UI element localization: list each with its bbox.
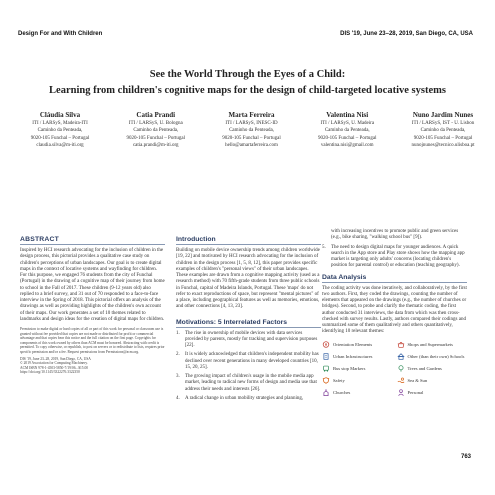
shield-icon bbox=[322, 377, 330, 384]
author-name: Marta Ferreira bbox=[228, 111, 275, 119]
author-affiliation: ITI / LARSyS, U. Bologna bbox=[128, 121, 183, 126]
running-header-left: Design For and With Children bbox=[18, 31, 103, 37]
introduction-heading: Introduction bbox=[176, 236, 321, 245]
doi-link[interactable]: https://doi.org/10.1145/3322276.3322350 bbox=[20, 370, 80, 375]
author-affiliation: ITI / LARSyS, U. Madeira bbox=[320, 121, 375, 126]
building-icon bbox=[322, 353, 330, 360]
author-address: Caminho da Penteada, bbox=[420, 128, 466, 134]
wave-icon bbox=[397, 377, 405, 384]
author-city: 9020-105 Funchal – Portugal bbox=[30, 135, 90, 141]
author-city: 9020-105 Funchal – Portugal bbox=[222, 135, 281, 141]
author-email: claudia.silva@m-iti.org bbox=[36, 142, 84, 148]
author-email: catia.prandi@m-iti.org bbox=[132, 142, 179, 148]
author-name: Nuno Jardim Nunes bbox=[412, 111, 474, 119]
list-item: 4. A radical change in urban mobility strategies and planning, bbox=[176, 395, 304, 401]
motivations-list bbox=[176, 331, 321, 403]
theme-item: Other (than their own) Schools bbox=[397, 352, 468, 361]
author-email: hello@amartaferreira.com bbox=[225, 142, 278, 148]
church-icon bbox=[322, 389, 330, 396]
theme-item: Trees and Gardens bbox=[397, 364, 468, 373]
theme-item: Churches bbox=[322, 388, 393, 397]
column-right bbox=[322, 229, 467, 397]
copyright-line: © 2019 Association for Computing Machinery. bbox=[20, 361, 88, 366]
theme-item: Sea & Sun bbox=[397, 376, 468, 385]
theme-item: Bus stop Markers bbox=[322, 364, 393, 373]
author-affiliation: ITI / LARSyS, INESC-ID bbox=[225, 121, 278, 126]
author-block bbox=[14, 111, 106, 149]
abstract-heading: ABSTRACT bbox=[20, 236, 165, 245]
author-city: 9020-105 Funchal – Portugal bbox=[126, 135, 185, 141]
column-left bbox=[20, 236, 165, 375]
author-block bbox=[301, 111, 393, 149]
abstract-body: Inspired by HCI research advocating for the inclusion of children in the design process, this pictorial provides a qualitative case study on children's perceptions of urban landscapes. Our goal is to create digital maps in the context of locative systems and wayfinding for children. For this purpose, we engaged 76 students from the city of Funchal (Portugal) in the drawing of a cognitive map of their journey from home to school in the Fall of 2017. These children (9-12 years old) also replied to a brief survey, and 31 out of 70 responded to a face-to-face interview in the Spring of 2018. This pictorial offers an analysis of the drawings as well as providing highlights of the children's own account of their maps. Our work generates a set of 10 themes related to landmarks and design ideas for the creation of digital maps for children. bbox=[20, 248, 165, 322]
list-item: 5. The need to design digital maps for younger audiences. A quick search in the App store and Play store shows how the mapping app market is targeting only adults' concerns (locating children's position for parental control) or education (teaching geography). bbox=[322, 244, 465, 269]
author-email: valentina.nisi@gmail.com bbox=[320, 142, 374, 148]
theme-legend bbox=[322, 340, 467, 397]
list-item: 2. It is widely acknowledged that children's independent mobility has declined over recent generations in many developed countries [10, 15, 20, 25]. bbox=[176, 352, 319, 370]
theme-item: Orientation Elements bbox=[322, 340, 393, 349]
compass-icon bbox=[322, 341, 330, 348]
author-email: nunojnunes@tecnico.ulisboa.pt bbox=[411, 142, 475, 148]
author-list bbox=[14, 111, 489, 149]
author-affiliation: ITI / LARSyS, IST - U. Lisbon bbox=[411, 121, 475, 126]
author-address: Caminho da Penteada, bbox=[37, 128, 83, 134]
shop-icon bbox=[397, 341, 405, 348]
author-name: Valentina Nisi bbox=[326, 111, 369, 119]
author-address: Caminho da Penteada, bbox=[133, 128, 179, 134]
theme-item: Personal bbox=[397, 388, 468, 397]
data-analysis-heading: Data Analysis bbox=[322, 274, 467, 283]
list-item: 1. The rise in ownership of mobile devices with data services provided by parents, mostly for tracking and supervision purposes [22]. bbox=[176, 330, 318, 348]
continued-text: with increasing incentives to promote public and green services (e.g., bike sharing, "walking school bus" [9]). bbox=[331, 229, 459, 241]
permission-notice: Permission to make digital or hard copies of all or part of this work for personal or classroom use is granted without fee provided that copies are not made or distributed for profit or commercial advantage and that copies bear this notice and the full citation on the first page. Copyrights for components of this work owned by others than ACM must be honored. Abstracting with credit is permitted. To copy otherwise, or republish, to post on servers or to redistribute to lists, requires prior specific permission and/or a fee. Request permissions from Permissions@acm.org. bbox=[20, 327, 165, 354]
author-affiliation: ITI / LARSyS, Madeira-ITI bbox=[32, 121, 88, 126]
running-header-right: DIS '19, June 23–28, 2019, San Diego, CA, USA bbox=[340, 31, 473, 37]
isbn-line: ACM ISBN 978-1-4503-5850-7/19/06...$15.00 bbox=[20, 365, 89, 370]
person-icon bbox=[397, 389, 405, 396]
bus-stop-icon bbox=[322, 365, 330, 372]
page-number: 763 bbox=[460, 454, 471, 460]
publication-meta bbox=[20, 357, 165, 375]
list-item: 3. The growing impact of children's usage in the mobile media app market, leading to radical new forms of design and media use that address their needs and interests [26]. bbox=[176, 374, 317, 392]
motivations-list-continued bbox=[322, 245, 467, 270]
author-address: Caminho da Penteada, bbox=[324, 128, 370, 134]
theme-item: Safety bbox=[322, 376, 393, 385]
author-city: 9020-105 Funchal – Portugal bbox=[413, 135, 473, 141]
school-icon bbox=[397, 353, 405, 360]
data-analysis-body: The coding activity was done iteratively, and collaboratively, by the first two authors. First, they coded the drawings, counting the number of elements that appeared on the drawings (e.g., the number of churches or bridges). Second, to probe and clarify the thematic coding, the first author conducted 31 interviews, the data from which was then cross-checked with survey results. Lastly, authors compared their codings and summarized some of them qualitatively and others quantitatively, identifying 10 relevant themes: bbox=[322, 285, 467, 335]
author-address: Caminho da Penteada, bbox=[229, 128, 274, 134]
author-name: Catia Prandi bbox=[136, 111, 176, 119]
paper-title: See the World Through the Eyes of a Child: bbox=[149, 69, 346, 80]
paper-subtitle: Learning from children's cognitive maps for the design of child-targeted locative systems bbox=[49, 85, 446, 96]
author-name: Cláudia Silva bbox=[39, 111, 81, 119]
author-city: 9020-105 Funchal – Portugal bbox=[318, 135, 377, 141]
author-block bbox=[110, 111, 202, 149]
author-block bbox=[206, 111, 298, 149]
tree-icon bbox=[397, 365, 405, 372]
column-middle bbox=[176, 236, 321, 405]
motivations-heading: Motivations: 5 Interrelated Factors bbox=[176, 319, 321, 328]
conference-line: DIS '19, June 23–28, 2019, San Diego, CA, USA bbox=[20, 356, 91, 361]
introduction-body: Building on mobile device ownership trends among children worldwide [19, 22] and motivated by HCI research advocating for the inclusion of children in the design process [1, 5, 8, 12], this paper provides specific examples of children's "personal views" of their urban landscapes. These examples are drawn from a cognitive mapping activity (used as a research method) with 70 fifth-grade students from three public schools in Funchal, capital of Madeira Islands, Portugal. These 'maps' do not refer to exact reproductions of space, but represent "mental pictures" of a place, including geographical features as well as memories, emotions, and other connections [4, 13, 23]. bbox=[176, 248, 320, 310]
theme-item: Urban Infrastructures bbox=[322, 352, 393, 361]
theme-item: Shops and Supermarkets bbox=[397, 340, 468, 349]
author-block bbox=[397, 111, 489, 149]
